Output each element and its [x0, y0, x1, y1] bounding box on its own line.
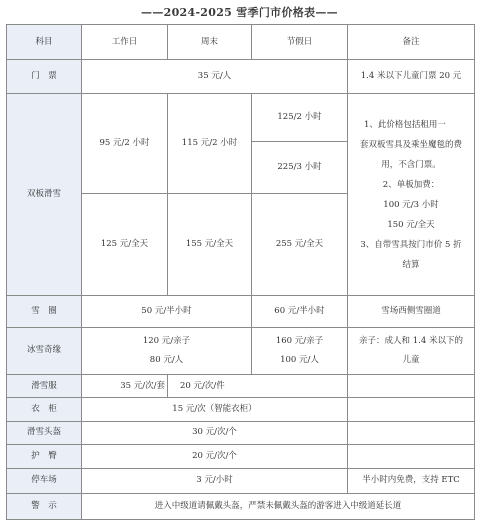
locker-label: 衣 柜 — [7, 398, 82, 421]
header-row — [7, 25, 475, 60]
parking-price: 3 元/小时 — [82, 468, 348, 494]
locker-price: 15 元/次（智能衣柜） — [82, 398, 348, 421]
header-notes: 备注 — [348, 25, 475, 60]
helmet-label: 滑雪头盔 — [7, 421, 82, 444]
ski-note-line: 2、单板加费： — [382, 179, 440, 190]
ski-note-line: 用，不含门票。 — [381, 159, 441, 170]
ski-workday-day: 125 元/全天 — [82, 193, 168, 295]
ski-suit-price1: 35 元/次/套 — [82, 374, 168, 397]
ice-snow-note-line2: 儿童 — [402, 354, 420, 365]
ski-note-line: 150 元/全天 — [387, 219, 435, 230]
snow-circle-label: 雪 圈 — [7, 295, 82, 327]
row-ticket — [7, 60, 475, 94]
ski-suit-label: 滑雪服 — [7, 374, 82, 397]
knee-pad-label: 护 臀 — [7, 445, 82, 468]
ski-note-line: 3、自带雪具按门市价 5 折 — [360, 239, 462, 250]
ice-snow-normal — [82, 327, 252, 374]
ski-weekend-2h: 115 元/2 小时 — [168, 94, 252, 193]
knee-pad-note — [348, 445, 475, 468]
row-helmet — [7, 421, 475, 444]
parking-label: 停车场 — [7, 468, 82, 494]
header-holiday: 节假日 — [252, 25, 348, 60]
page-title: ——2024-2025 雪季门市价格表—— — [141, 6, 338, 19]
warning-text: 进入中级道请佩戴头盔，严禁未佩戴头盔的游客进入中级道延长道 — [82, 494, 475, 520]
knee-pad-price: 20 元/次/个 — [82, 445, 348, 468]
ice-snow-label: 冰雪奇缘 — [7, 327, 82, 374]
ice-snow-normal-line2: 80 元/人 — [149, 354, 184, 365]
header-subject: 科目 — [7, 25, 82, 60]
ski-suit-note — [348, 374, 475, 397]
ice-snow-holiday-line1: 160 元/亲子 — [275, 335, 324, 346]
locker-note — [348, 398, 475, 421]
row-ski-a — [7, 94, 475, 142]
row-snow-circle — [7, 295, 475, 327]
ski-note-line: 套双板雪具及乘坐魔毯的费 — [359, 139, 462, 150]
snow-circle-holiday: 60 元/半小时 — [252, 295, 348, 327]
row-ice-snow — [7, 327, 475, 374]
ski-suit-price2: 20 元/次/件 — [168, 374, 348, 397]
ski-notes — [348, 94, 475, 296]
ski-workday-2h: 95 元/2 小时 — [82, 94, 168, 193]
parking-note: 半小时内免费，支持 ETC — [348, 468, 475, 494]
helmet-price: 30 元/次/个 — [82, 421, 348, 444]
row-ski-suit — [7, 374, 475, 397]
ski-label: 双板滑雪 — [7, 94, 82, 296]
ski-note-line: 结算 — [402, 259, 420, 270]
snow-circle-normal: 50 元/半小时 — [82, 295, 252, 327]
ski-holiday-3h: 225/3 小时 — [252, 142, 348, 193]
header-workday: 工作日 — [82, 25, 168, 60]
ski-note-line: 1、此价格包括租用一 — [364, 119, 446, 130]
row-locker — [7, 398, 475, 421]
helmet-note — [348, 421, 475, 444]
ticket-price: 35 元/人 — [82, 60, 348, 94]
ski-note-line: 100 元/3 小时 — [383, 199, 439, 210]
ski-holiday-2h: 125/2 小时 — [252, 94, 348, 142]
warning-label: 警 示 — [7, 494, 82, 520]
snow-circle-note: 雪场西侧雪圈道 — [348, 295, 475, 327]
header-weekend: 周末 — [168, 25, 252, 60]
ski-holiday-day: 255 元/全天 — [252, 193, 348, 295]
row-knee-pad — [7, 445, 475, 468]
ice-snow-note — [348, 327, 475, 374]
ice-snow-note-line1: 亲子：成人和 1.4 米以下的 — [359, 335, 463, 346]
row-parking — [7, 468, 475, 494]
ticket-note: 1.4 米以下儿童门票 20 元 — [348, 60, 475, 94]
ticket-label: 门 票 — [7, 60, 82, 94]
ice-snow-holiday — [252, 327, 348, 374]
ice-snow-normal-line1: 120 元/亲子 — [142, 335, 191, 346]
ski-weekend-day: 155 元/全天 — [168, 193, 252, 295]
price-table — [6, 24, 475, 520]
row-warning — [7, 494, 475, 520]
ice-snow-holiday-line2: 100 元/人 — [280, 354, 319, 365]
